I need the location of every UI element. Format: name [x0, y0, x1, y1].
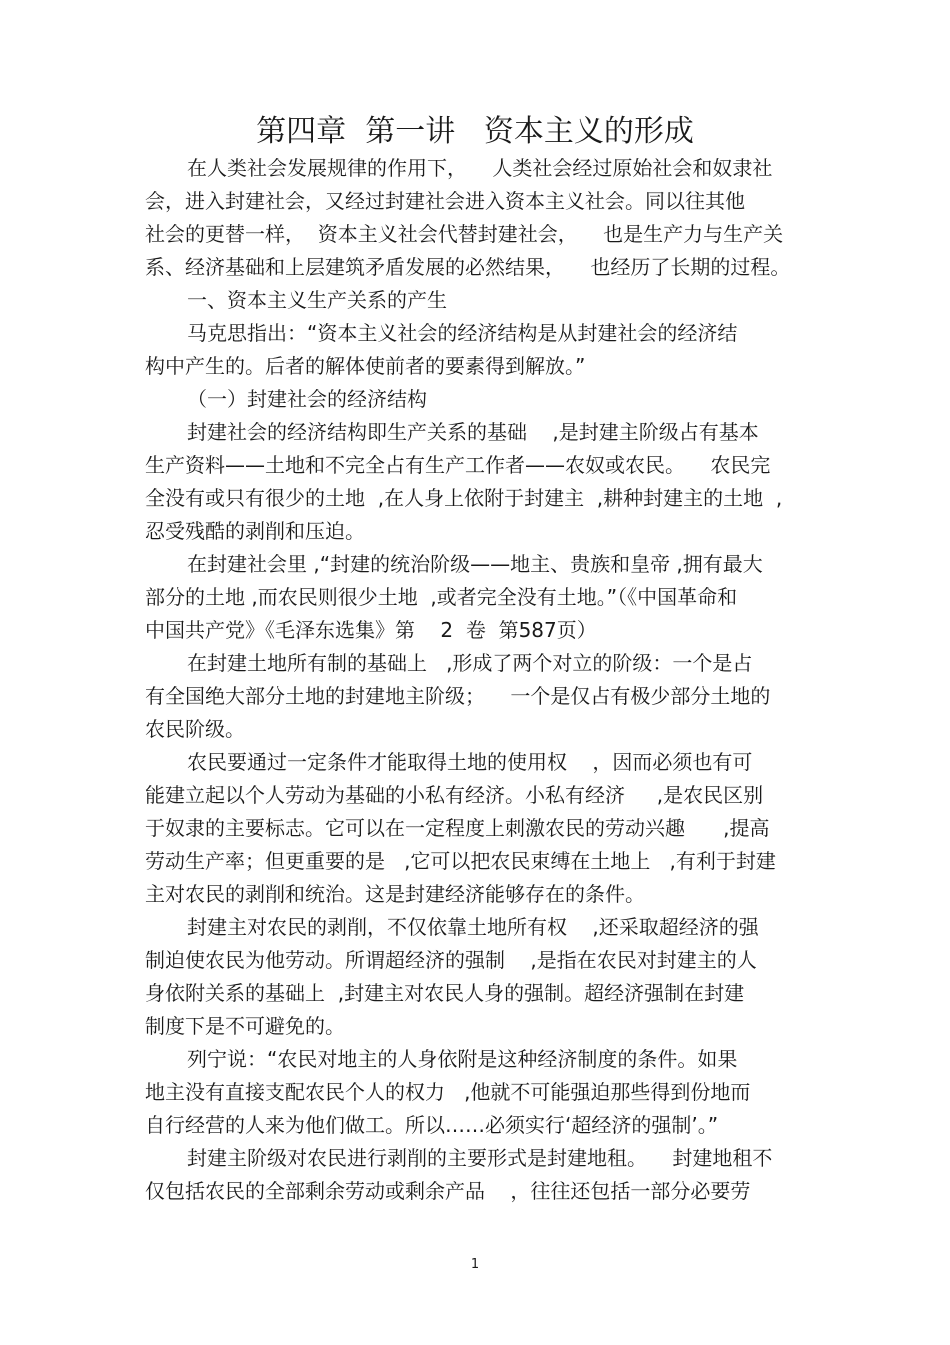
body-text [145, 152, 825, 1208]
text-line: 地主没有直接支配农民个人的权力 ,他就不可能强迫那些得到份地而 [145, 1080, 751, 1104]
text-line: 封建社会的经济结构即生产关系的基础 ,是封建主阶级占有基本 [187, 420, 759, 444]
text-line: 生产资料——土地和不完全占有生产工作者——农奴或农民。 农民完 [145, 453, 771, 477]
text-line: 构中产生的。后者的解体使前者的要素得到解放。” [145, 354, 586, 378]
text-line: 制度下是不可避免的。 [145, 1014, 345, 1038]
text-line: 农民要通过一定条件才能取得土地的使用权 ，因而必须也有可 [187, 750, 753, 774]
chapter-title: 第四章 第一讲 资本主义的形成 [256, 114, 694, 149]
text-line: 于奴隶的主要标志。它可以在一定程度上刺激农民的劳动兴趣 ,提高 [145, 816, 770, 840]
text-line: 制迫使农民为他劳动。所谓超经济的强制 ,是指在农民对封建主的人 [145, 948, 757, 972]
text-line: 封建主对农民的剥削，不仅依靠土地所有权 ,还采取超经济的强 [187, 915, 759, 939]
text-line: 中国共产党》《毛泽东选集》第 2 卷 第587页） [145, 618, 597, 642]
text-line: 一、资本主义生产关系的产生 [187, 288, 447, 312]
text-line: 社会的更替一样， 资本主义社会代替封建社会， 也是生产力与生产关 [145, 222, 784, 246]
page-number: 1 [470, 1257, 480, 1272]
text-line: 能建立起以个人劳动为基础的小私有经济。小私有经济 ,是农民区别 [145, 783, 764, 807]
text-line: 在封建土地所有制的基础上 ,形成了两个对立的阶级：一个是占 [187, 651, 753, 675]
text-line: （一）封建社会的经济结构 [187, 387, 427, 411]
text-line: 在人类社会发展规律的作用下， 人类社会经过原始社会和奴隶社 [187, 156, 773, 180]
text-line: 劳动生产率；但更重要的是 ,它可以把农民束缚在土地上 ,有利于封建 [145, 849, 776, 873]
text-line: 列宁说：“农民对地主的人身依附是这种经济制度的条件。如果 [187, 1047, 738, 1071]
text-line: 忍受残酷的剥削和压迫。 [145, 519, 365, 543]
text-line: 身依附关系的基础上 ,封建主对农民人身的强制。超经济强制在封建 [145, 981, 745, 1005]
text-line: 有全国绝大部分土地的封建地主阶级； 一个是仅占有极少部分土地的 [145, 684, 771, 708]
text-line: 在封建社会里 ,“封建的统治阶级——地主、贵族和皇帝 ,拥有最大 [187, 552, 763, 576]
text-line: 部分的土地 ,而农民则很少土地 ,或者完全没有土地。”（《中国革命和 [145, 585, 738, 609]
text-line: 马克思指出：“资本主义社会的经济结构是从封建社会的经济结 [187, 321, 738, 345]
text-line: 会，进入封建社会，又经过封建社会进入资本主义社会。同以往其他 [145, 189, 745, 213]
text-line: 农民阶级。 [145, 717, 245, 741]
text-line: 主对农民的剥削和统治。这是封建经济能够存在的条件。 [145, 882, 645, 906]
text-line: 系、经济基础和上层建筑矛盾发展的必然结果， 也经历了长期的过程。 [145, 255, 791, 279]
text-line: 仅包括农民的全部剩余劳动或剩余产品 ，往往还包括一部分必要劳 [145, 1179, 751, 1203]
text-line: 自行经营的人来为他们做工。所以……必须实行‘超经济的强制’。” [145, 1113, 719, 1137]
text-line: 封建主阶级对农民进行剥削的主要形式是封建地租。 封建地租不 [187, 1146, 773, 1170]
text-line: 全没有或只有很少的土地 ,在人身上依附于封建主 ,耕种封建主的土地 , [145, 486, 783, 510]
